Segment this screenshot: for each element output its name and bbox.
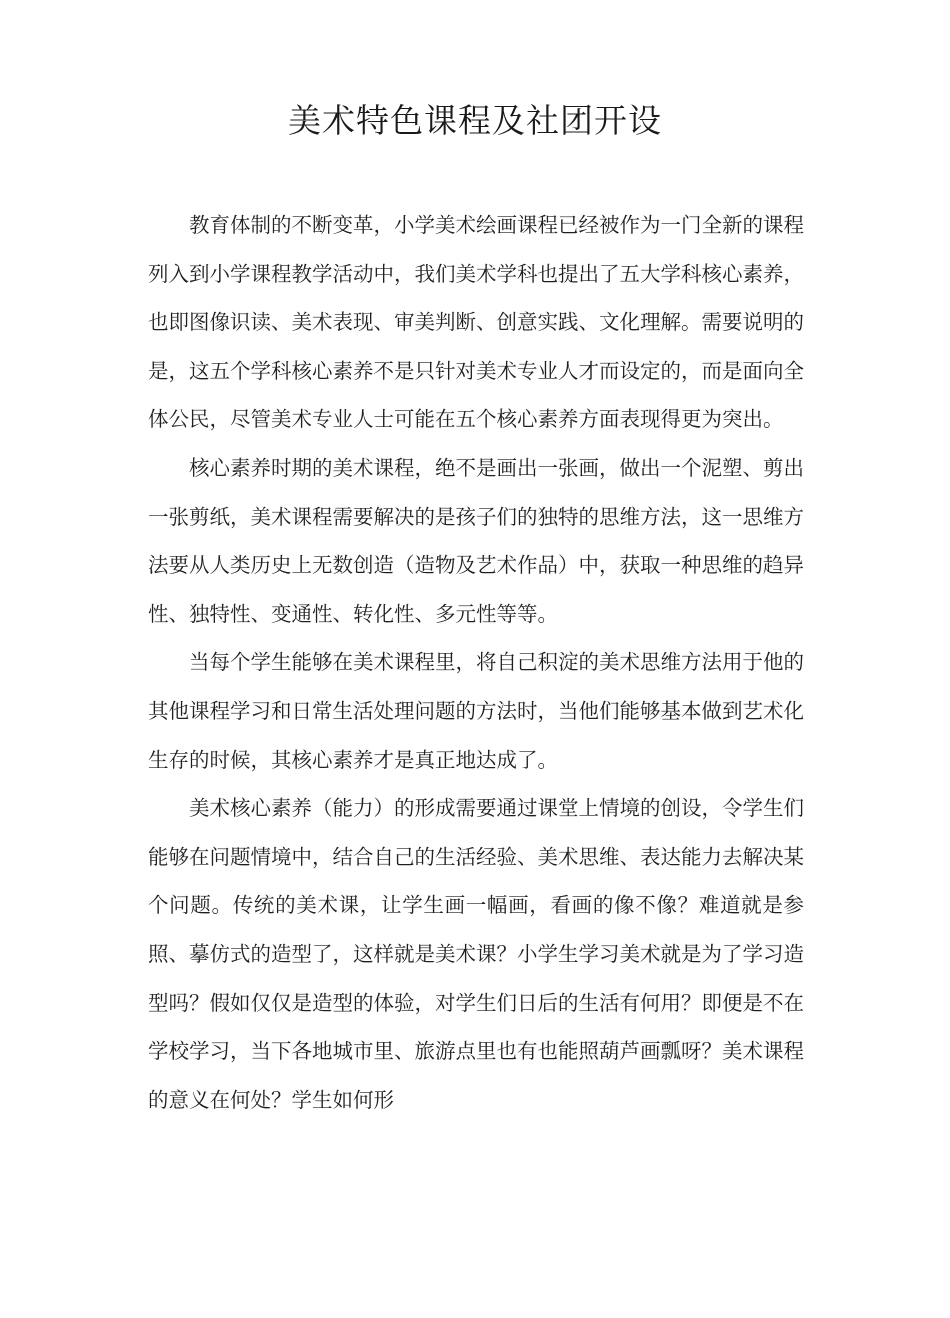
document-title: 美术特色课程及社团开设 [288, 101, 662, 140]
paragraph-2: 核心素养时期的美术课程，绝不是画出一张画，做出一个泥塑、剪出一张剪纸，美术课程需要解决的是孩子们的独特的思维方法，这一思维方法要从人类历史上无数创造（造物及艺术作品）中，获取一种思维的趋异性、独特性、变通性、转化性、多元性等等。 [148, 455, 804, 626]
paragraph-1: 教育体制的不断变革，小学美术绘画课程已经被作为一门全新的课程列入到小学课程教学活动中，我们美术学科也提出了五大学科核心素养，也即图像识读、美术表现、审美判断、创意实践、文化理解。需要说明的是，这五个学科核心素养不是只针对美术专业人才而设定的，而是面向全体公民，尽管美术专业人士可能在五个核心素养方面表现得更为突出。 [148, 213, 804, 432]
document-body [148, 201, 804, 1124]
paragraph-3: 当每个学生能够在美术课程里，将自己积淀的美术思维方法用于他的其他课程学习和日常生活处理问题的方法时，当他们能够基本做到艺术化生存的时候，其核心素养才是真正地达成了。 [148, 650, 804, 772]
paragraph-4: 美术核心素养（能力）的形成需要通过课堂上情境的创设，令学生们能够在问题情境中，结合自己的生活经验、美术思维、表达能力去解决某个问题。传统的美术课，让学生画一幅画，看画的像不像？难道就是参照、摹仿式的造型了，这样就是美术课？小学生学习美术就是为了学习造型吗？假如仅仅是造型的体验，对学生们日后的生活有何用？即便是不在学校学习，当下各地城市里、旅游点里也有也能照葫芦画瓢呀？美术课程的意义在何处？学生如何形 [148, 796, 804, 1112]
